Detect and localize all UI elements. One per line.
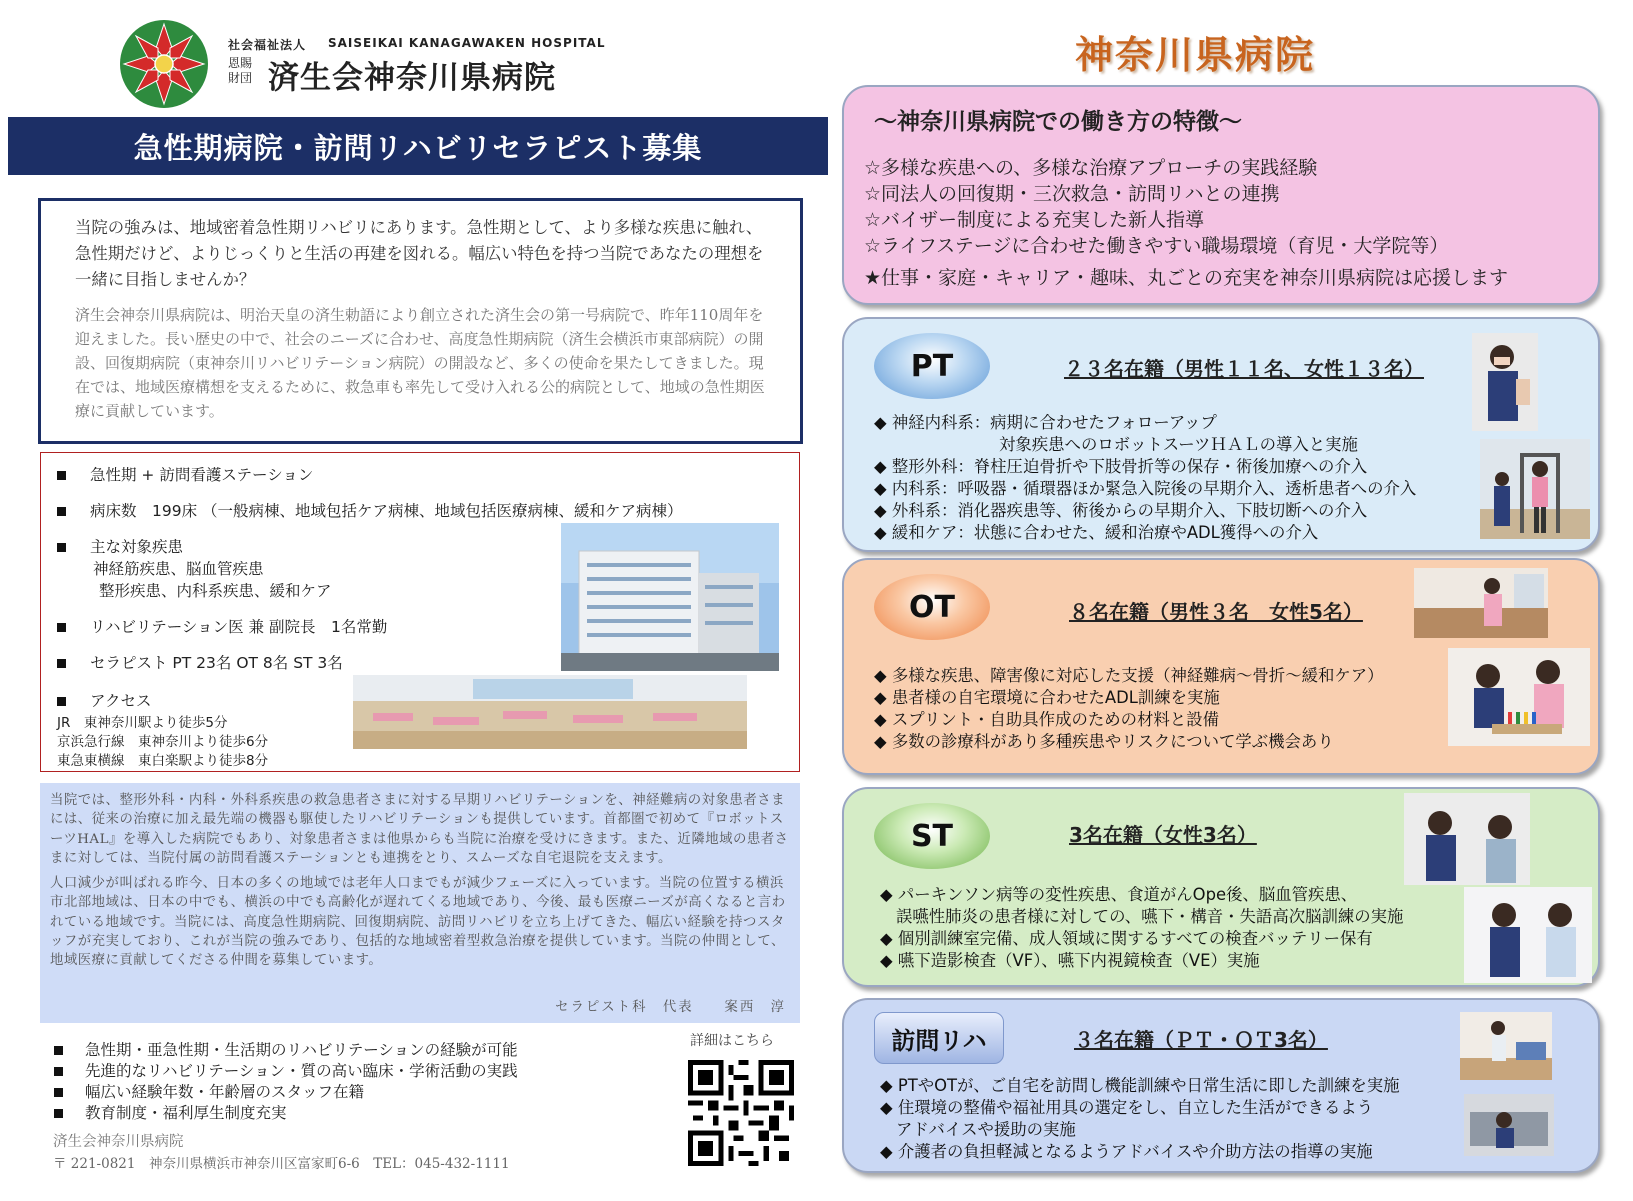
home-rehab-item: ◆ 介護者の負担軽減となるようアドバイスや介助方法の指導の実施 [880, 1142, 1373, 1161]
qr-code[interactable] [688, 1060, 794, 1166]
home-rehab-panel [842, 998, 1600, 1173]
access-line: JR 東神奈川駅より徒歩5分 [57, 715, 228, 731]
benefit-item: 先進的なリハビリテーション・質の高い臨床・学術活動の実践 [54, 1059, 518, 1081]
fact-item: 主な対象疾患 [57, 535, 183, 557]
pt-therapist-photo [1472, 333, 1538, 431]
feature-item: ★仕事・家庭・キャリア・趣味、丸ごとの充実を神奈川県病院は応援します [864, 267, 1509, 289]
ot-item: ◆ スプリント・自助具作成のための材料と設備 [874, 710, 1219, 729]
st-staff-count: 3名在籍（女性3名） [1069, 823, 1257, 847]
pt-item: ◆ 外科系：消化器疾患等、術後からの早期介入、下肢切断への介入 [874, 501, 1368, 520]
st-session-photo [1404, 793, 1530, 885]
fact-item: 病床数 199床 （一般病棟、地域包括ケア病棟、地域包括医療病棟、緩和ケア病棟） [57, 499, 683, 521]
fact-item: 急性期 + 訪問看護ステーション [57, 463, 313, 485]
message-paragraph: 人口減少が叫ばれる昨今、日本の多くの地域では老年人口までもが減少フェーズに入っています。当院の位置する横浜市北部地域は、日本の中でも、横浜の中でも高齢化が遅れてくる地域であり、今後、最も医療ニーズが高くなると言われている地域です。当院には、高度急性期病院、回復期病院、訪問リハビリを立ち上げてきた、幅広い経験を持つスタッフが充実しており、これが当院の強みであり、包括的な地域密着型救急治療を提供しています。当院の仲間として、地域医療に貢献してくださる仲間を募集しています。 [50, 876, 786, 969]
fact-item: セラピスト PT 23名 OT 8名 ST 3名 [57, 651, 343, 673]
hal-robot-photo [1480, 439, 1590, 539]
features-panel [842, 85, 1600, 305]
pt-staff-count: ２３名在籍（男性１１名、女性１３名） [1064, 357, 1424, 381]
hospital-name: 済生会神奈川県病院 [268, 60, 556, 96]
home-visit-photo [1460, 1012, 1552, 1080]
benefit-item: 幅広い経験年数・年齢層のスタッフ在籍 [54, 1080, 364, 1102]
st-badge: ST [874, 803, 990, 869]
building-photo [561, 523, 779, 671]
ot-kitchen-photo [1414, 568, 1548, 638]
intro-box [38, 198, 803, 444]
fact-item: リハビリテーション医 兼 副院長 1名常勤 [57, 615, 387, 637]
benefit-item: 教育制度・福利厚生制度充実 [54, 1101, 287, 1123]
onshi-label: 恩賜 財団 [228, 56, 253, 85]
fact-item: アクセス [57, 689, 152, 711]
st-item: ◆ 個別訓練室完備、成人領域に関するすべての検査バッテリー保有 [880, 929, 1373, 948]
st-swallow-photo [1464, 887, 1592, 983]
home-rehab-staff-count: ３名在籍（ＰＴ・ＯＴ3名） [1074, 1028, 1328, 1052]
english-name: SAISEIKAI KANAGAWAKEN HOSPITAL [328, 36, 606, 50]
pt-item: ◆ 神経内科系：病期に合わせたフォローアップ [874, 413, 1217, 432]
facts-box [40, 452, 800, 772]
recruit-banner: 急性期病院・訪問リハビリセラピスト募集 [8, 117, 828, 175]
st-panel [842, 787, 1600, 987]
home-rehab-item: アドバイスや援助の実施 [896, 1120, 1076, 1139]
home-rehab-badge: 訪問リハ [874, 1012, 1004, 1064]
pt-item: 対象疾患へのロボットスーツＨＡＬの導入と実施 [999, 435, 1358, 454]
ot-item: ◆ 多数の診療科があり多種疾患やリスクについて学ぶ機会あり [874, 732, 1334, 751]
pt-panel [842, 317, 1600, 552]
address-line: 〒 221-0821 神奈川県横浜市神奈川区富家町6-6 TEL：045-432-1111 [53, 1156, 510, 1172]
ot-item: ◆ 患者様の自宅環境に合わせたADL訓練を実施 [874, 688, 1220, 707]
st-item: ◆ パーキンソン病等の変性疾患、食道がんOpe後、脳血管疾患、 [880, 885, 1358, 904]
details-label: 詳細はこちら [690, 1033, 774, 1049]
feature-item: ☆多様な疾患への、多様な治療アプローチの実践経験 [864, 157, 1318, 179]
home-rehab-item: ◆ 住環境の整備や福祉用具の選定をし、自立した生活ができるよう [880, 1098, 1374, 1117]
benefit-item: 急性期・亜急性期・生活期のリハビリテーションの経験が可能 [54, 1038, 518, 1060]
disease-line: 神経筋疾患、脳血管疾患 [93, 560, 264, 578]
home-rehab-item: ◆ PTやOTが、ご自宅を訪問し機能訓練や日常生活に即した訓練を実施 [880, 1076, 1400, 1095]
ot-training-photo [1448, 648, 1590, 746]
org-type: 社会福祉法人 [228, 38, 307, 52]
intro-paragraph: 当院の強みは、地域密着急性期リハビリにあります。急性期として、より多様な疾患に触れ、急性期だけど、よりじっくりと生活の再建を図れる。幅広い特色を持つ当院であなたの理想を一緒に目指しませんか？ [75, 218, 764, 289]
pt-item: ◆ 整形外科：脊柱圧迫骨折や下肢骨折等の保存・術後加療への介入 [874, 457, 1368, 476]
feature-item: ☆ライフステージに合わせた働きやすい職場環境（育児・大学院等） [864, 235, 1449, 257]
address-name: 済生会神奈川県病院 [53, 1134, 184, 1150]
pt-badge: PT [874, 333, 990, 399]
access-line: 東急東横線 東白楽駅より徒歩8分 [57, 753, 269, 769]
st-item: ◆ 嚥下造影検査（VF）、嚥下内視鏡検査（VE）実施 [880, 951, 1260, 970]
access-line: 京浜急行線 東神奈川より徒歩6分 [57, 734, 269, 750]
disease-line: 整形疾患、内科系疾患、緩和ケア [99, 582, 332, 600]
message-box [40, 783, 800, 1023]
feature-item: ☆同法人の回復期・三次救急・訪問リハとの連携 [864, 183, 1280, 205]
message-paragraph: 当院では、整形外科・内科・外科系疾患の救急患者さまに対する早期リハビリテーションを、神経難病の対象患者さまには、従来の治療に加え最先端の機器も駆使したリハビリテーションも提供しています。首都圏で初めて『ロボットスーツHAL』を導入した病院でもあり、対象患者さまは他県からも当院に治療を受けにきます。また、近隣地域の患者さまに対しては、当院付属の訪問看護ステーションとも連携をとり、スムーズな自宅退院を支えます。 [50, 793, 789, 866]
ot-badge: OT [874, 574, 990, 640]
car-transfer-photo [1464, 1094, 1554, 1156]
signature: セラピスト科 代表 案西 淳 [555, 1000, 786, 1015]
st-item: 誤嚥性肺炎の患者様に対しての、嚥下・構音・失語高次脳訓練の実施 [896, 907, 1404, 926]
feature-item: ☆バイザー制度による充実した新人指導 [864, 209, 1205, 231]
features-heading: ～神奈川県病院での働き方の特徴～ [874, 109, 1242, 135]
hospital-logo [118, 18, 210, 110]
ot-item: ◆ 多様な疾患、障害像に対応した支援（神経難病～骨折～緩和ケア） [874, 666, 1384, 685]
pt-item: ◆ 内科系：呼吸器・循環器ほか緊急入院後の早期介入、透析患者への介入 [874, 479, 1417, 498]
ot-panel [842, 558, 1600, 775]
history-paragraph: 済生会神奈川県病院は、明治天皇の済生勅語により創立された済生会の第一号病院で、昨年110周年を迎えました。長い歴史の中で、社会のニーズに合わせ、高度急性期病院（済生会横浜市東部病院）の開設、回復期病院（東神奈川リハビリテーション病院）の開設など、多くの使命を果たしてきました。現在では、地域医療構想を支えるために、救急車も率先して受け入れる公的病院として、地域の急性期医療に貢献しています。 [75, 306, 765, 420]
rehab-room-photo [353, 675, 747, 749]
pt-item: ◆ 緩和ケア：状態に合わせた、緩和治療やADL獲得への介入 [874, 523, 1319, 542]
right-title: 神奈川県病院 [1075, 33, 1316, 77]
ot-staff-count: ８名在籍（男性３名 女性5名） [1069, 600, 1363, 624]
